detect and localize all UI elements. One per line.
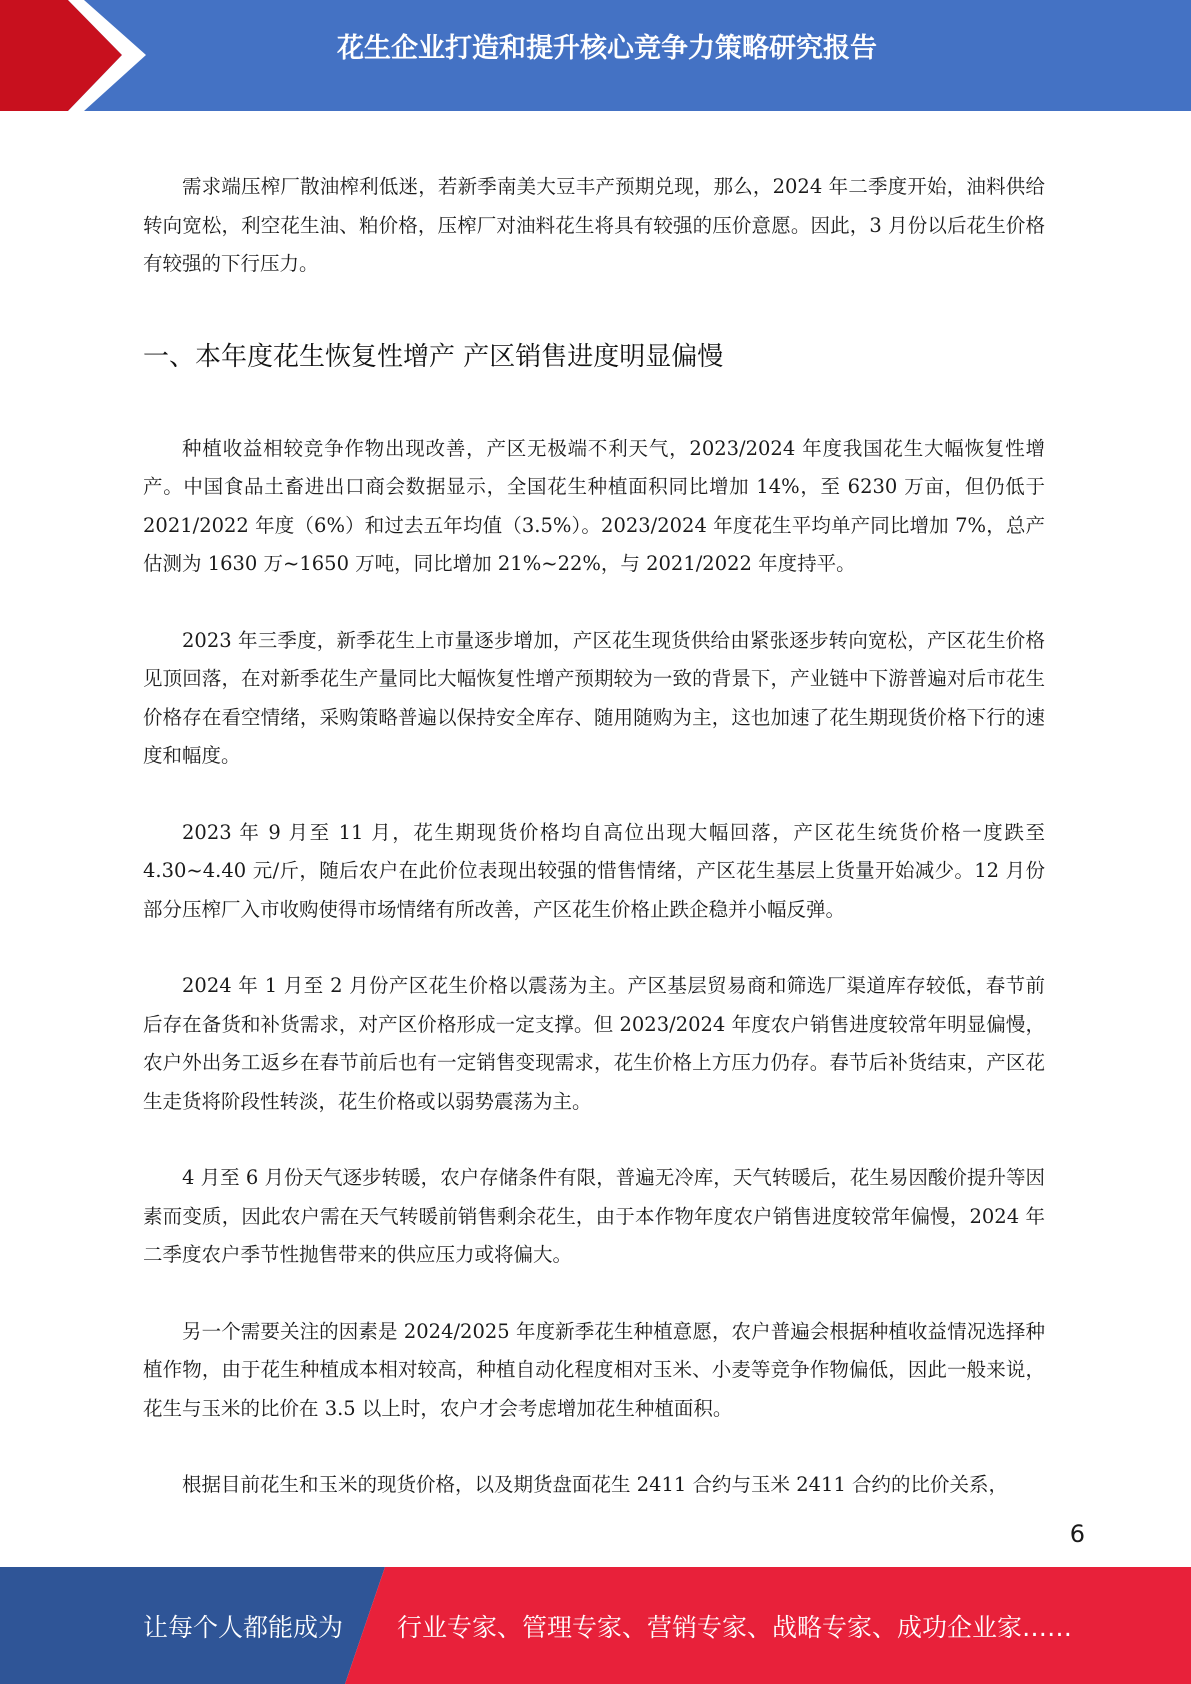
intro-paragraph: 需求端压榨厂散油榨利低迷，若新季南美大豆丰产预期兑现，那么，2024 年二季度开始，油料供给转向宽松，利空花生油、粕价格，压榨厂对油料花生将具有较强的压价意愿。因此，3 月份以后花生价格有较强的下行压力。 xyxy=(143,175,1045,275)
document-body xyxy=(143,168,1045,1505)
body-paragraph: 4 月至 6 月份天气逐步转暖，农户存储条件有限，普遍无冷库，天气转暖后，花生易因酸价提升等因素而变质，因此农户需在天气转暖前销售剩余花生，由于本作物年度农户销售进度较常年偏慢，2024 年二季度农户季节性抛售带来的供应压力或将偏大。 xyxy=(143,1166,1045,1266)
page-header xyxy=(0,0,1191,111)
body-paragraph: 2024 年 1 月至 2 月份产区花生价格以震荡为主。产区基层贸易商和筛选厂渠道库存较低，春节前后存在备货和补货需求，对产区价格形成一定支撑。但 2023/2024 年度农户销售进度较常年明显偏慢，农户外出务工返乡在春节前后也有一定销售变现需求，花生价格上方压力仍存。春节后补货结束，产区花生走货将阶段性转淡，花生价格或以弱势震荡为主。 xyxy=(143,974,1045,1113)
page-number: 6 xyxy=(1069,1520,1085,1548)
body-paragraph: 种植收益相较竞争作物出现改善，产区无极端不利天气，2023/2024 年度我国花生大幅恢复性增产。中国食品土畜进出口商会数据显示，全国花生种植面积同比增加 14%，至 6230 万亩，但仍低于 2021/2022 年度（6%）和过去五年均值（3.5%）。2023/2024 年度花生平均单产同比增加 7%，总产估测为 1630 万~1650 万吨，同比增加 21%~22%，与 2021/2022 年度持平。 xyxy=(143,436,1045,575)
body-paragraph: 2023 年三季度，新季花生上市量逐步增加，产区花生现货供给由紧张逐步转向宽松，产区花生价格见顶回落，在对新季花生产量同比大幅恢复性增产预期较为一致的背景下，产业链中下游普遍对后市花生价格存在看空情绪，采购策略普遍以保持安全库存、随用随购为主，这也加速了花生期现货价格下行的速度和幅度。 xyxy=(143,628,1045,767)
body-paragraph: 2023 年 9 月至 11 月，花生期现货价格均自高位出现大幅回落，产区花生统货价格一度跌至 4.30~4.40 元/斤，随后农户在此价位表现出较强的惜售情绪，产区花生基层上货量开始减少。12 月份部分压榨厂入市收购使得市场情绪有所改善，产区花生价格止跌企稳并小幅反弹。 xyxy=(143,820,1045,921)
footer-slogan-left: 让每个人都能成为 xyxy=(143,1613,344,1642)
footer-slogan-right: 行业专家、管理专家、营销专家、战略专家、成功企业家…… xyxy=(397,1613,1073,1642)
report-title: 花生企业打造和提升核心竞争力策略研究报告 xyxy=(337,33,877,64)
body-paragraph: 另一个需要关注的因素是 2024/2025 年度新季花生种植意愿，农户普遍会根据种植收益情况选择种植作物，由于花生种植成本相对较高，种植自动化程度相对玉米、小麦等竞争作物偏低，因此一般来说，花生与玉米的比价在 3.5 以上时，农户才会考虑增加花生种植面积。 xyxy=(143,1319,1045,1420)
body-paragraph: 根据目前花生和玉米的现货价格，以及期货盘面花生 2411 合约与玉米 2411 合约的比价关系， xyxy=(182,1473,1009,1496)
section-heading: 一、本年度花生恢复性增产 产区销售进度明显偏慢 xyxy=(143,341,724,372)
